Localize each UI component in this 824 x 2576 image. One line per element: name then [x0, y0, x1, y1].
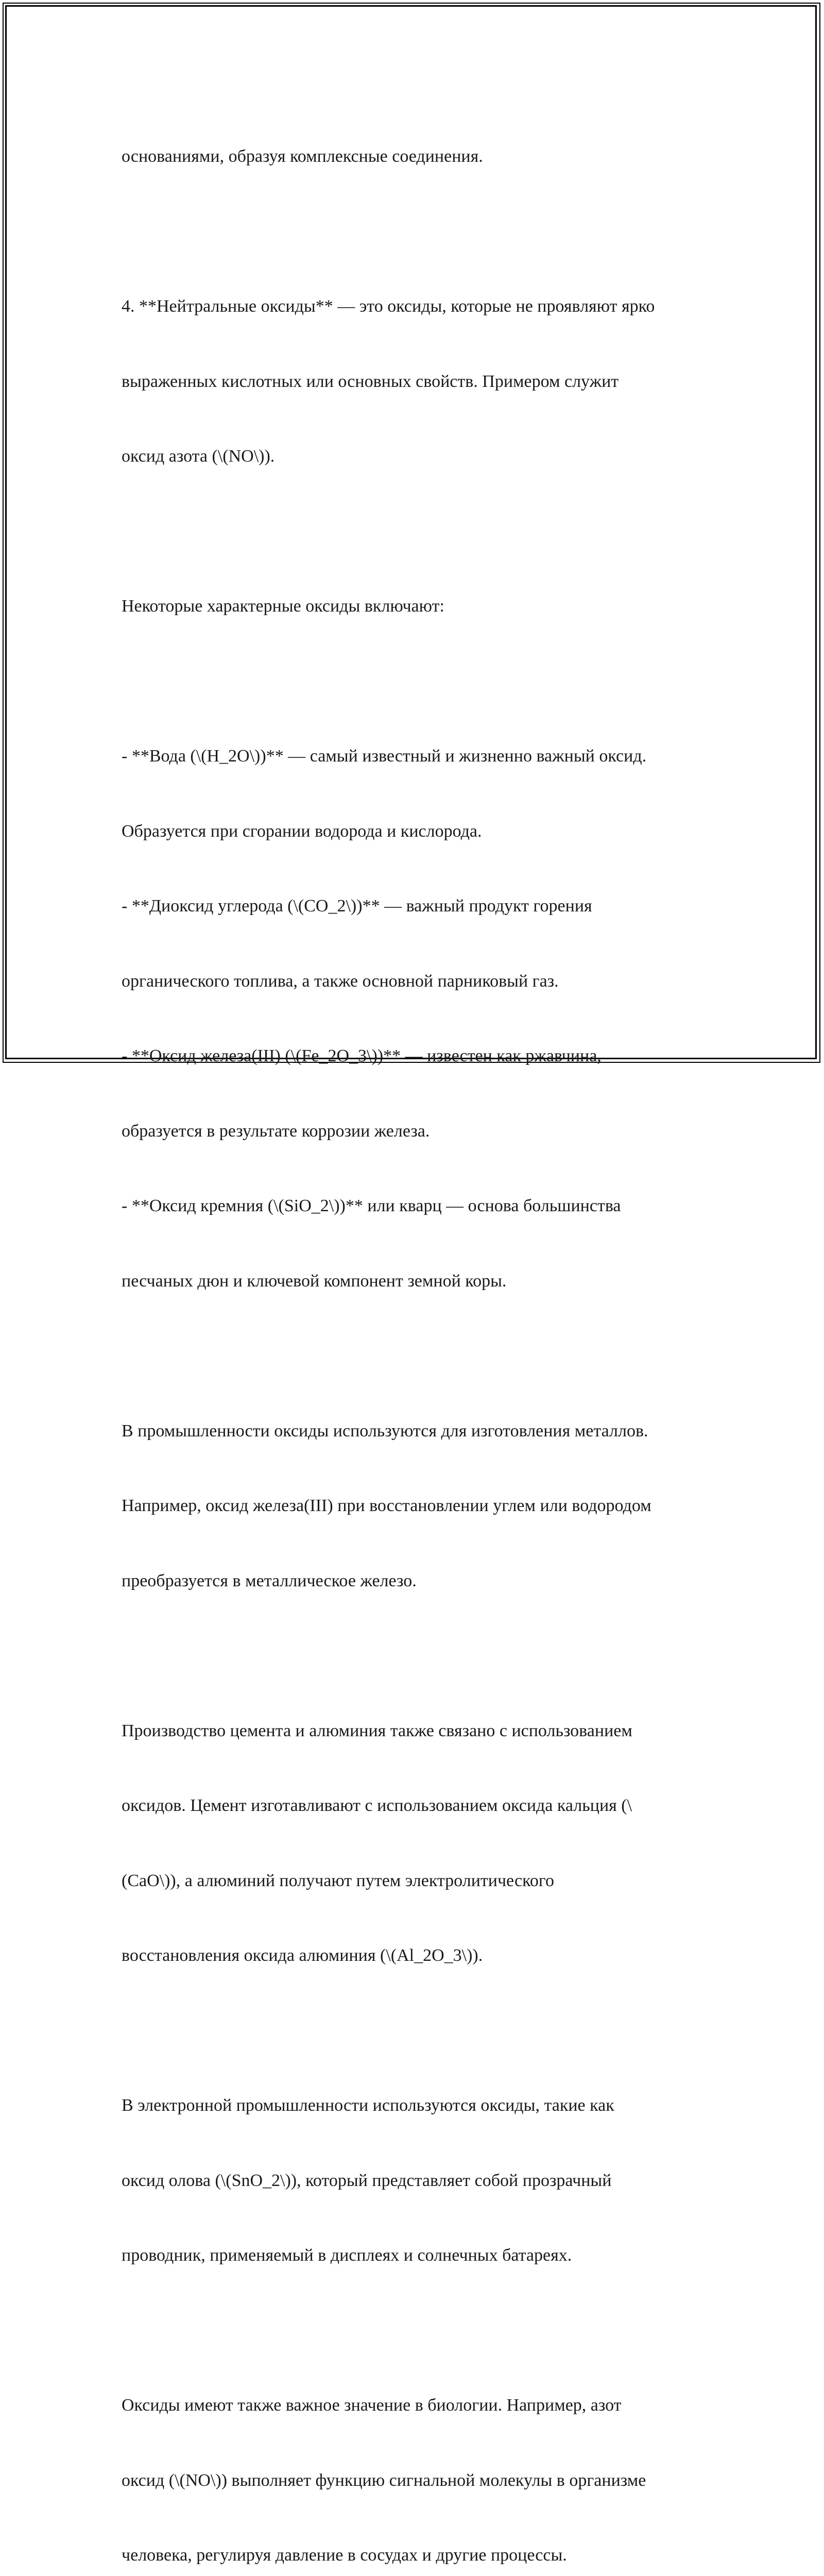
list-item-water: - **Вода (\(H_2O\))** — самый известный и жизненно важный оксид.	[122, 747, 647, 766]
text-line: оксидов. Цемент изготавливают с использованием оксида кальция (\	[122, 1796, 632, 1815]
text-line: оксид (\(NO\)) выполняет функцию сигнальной молекулы в организме	[122, 2470, 646, 2490]
text-line: Оксиды имеют также важное значение в биологии. Например, азот	[122, 2396, 622, 2415]
paragraph-electronics	[122, 2043, 714, 2318]
text-line: преобразуется в металлическое железо.	[122, 1571, 417, 1590]
paragraph-cement	[122, 1669, 714, 2019]
text-line: 4. **Нейтральные оксиды** — это оксиды, которые не проявляют ярко	[122, 297, 655, 316]
text-line: оксид азота (\(NO\)).	[122, 447, 275, 466]
text-line: восстановления оксида алюминия (\(Al_2O_3\)).	[122, 1946, 483, 1965]
text-line: проводник, применяемый в дисплеях и солнечных батареях.	[122, 2246, 572, 2265]
text-line: (CaO\)), а алюминий получают путем электролитического	[122, 1871, 554, 1890]
paragraph-intro-list	[122, 544, 714, 669]
text-line: Например, оксид железа(III) при восстановлении углем или водородом	[122, 1496, 651, 1515]
text-line: выраженных кислотных или основных свойств. Примером служит	[122, 371, 619, 391]
text-line: органического топлива, а также основной парниковый газ.	[122, 971, 559, 991]
text-line: оксид олова (\(SnO_2\)), который представляет собой прозрачный	[122, 2171, 612, 2190]
paragraph-continuation	[122, 94, 714, 219]
text-line: образуется в результате коррозии железа.	[122, 1121, 430, 1141]
list-item-carbon-dioxide: - **Диоксид углерода (\(CO_2\))** — важный продукт горения	[122, 896, 592, 916]
paragraph-biology	[122, 2343, 714, 2576]
paragraph-neutral-oxides	[122, 244, 714, 519]
list-item-silicon-oxide: - **Оксид кремния (\(SiO_2\))** или кварц — основа большинства	[122, 1196, 621, 1215]
oxide-list	[122, 694, 714, 1344]
paragraph-industry	[122, 1369, 714, 1644]
text-line: В промышленности оксиды используются для изготовления металлов.	[122, 1421, 648, 1440]
text-line: Образуется при сгорании водорода и кислорода.	[122, 821, 482, 841]
text-line: основаниями, образуя комплексные соединения.	[122, 147, 483, 166]
document-body	[122, 94, 714, 2576]
list-item-iron-oxide: - **Оксид железа(III) (\(Fe_2O_3\))** — известен как ржавчина,	[122, 1046, 602, 1065]
text-line: человека, регулируя давление в сосудах и другие процессы.	[122, 2546, 567, 2565]
text-line: песчаных дюн и ключевой компонент земной коры.	[122, 1271, 507, 1291]
text-line: В электронной промышленности используются оксиды, такие как	[122, 2096, 614, 2115]
text-line: Производство цемента и алюминия также связано с использованием	[122, 1721, 632, 1740]
text-line: Некоторые характерные оксиды включают:	[122, 597, 444, 616]
